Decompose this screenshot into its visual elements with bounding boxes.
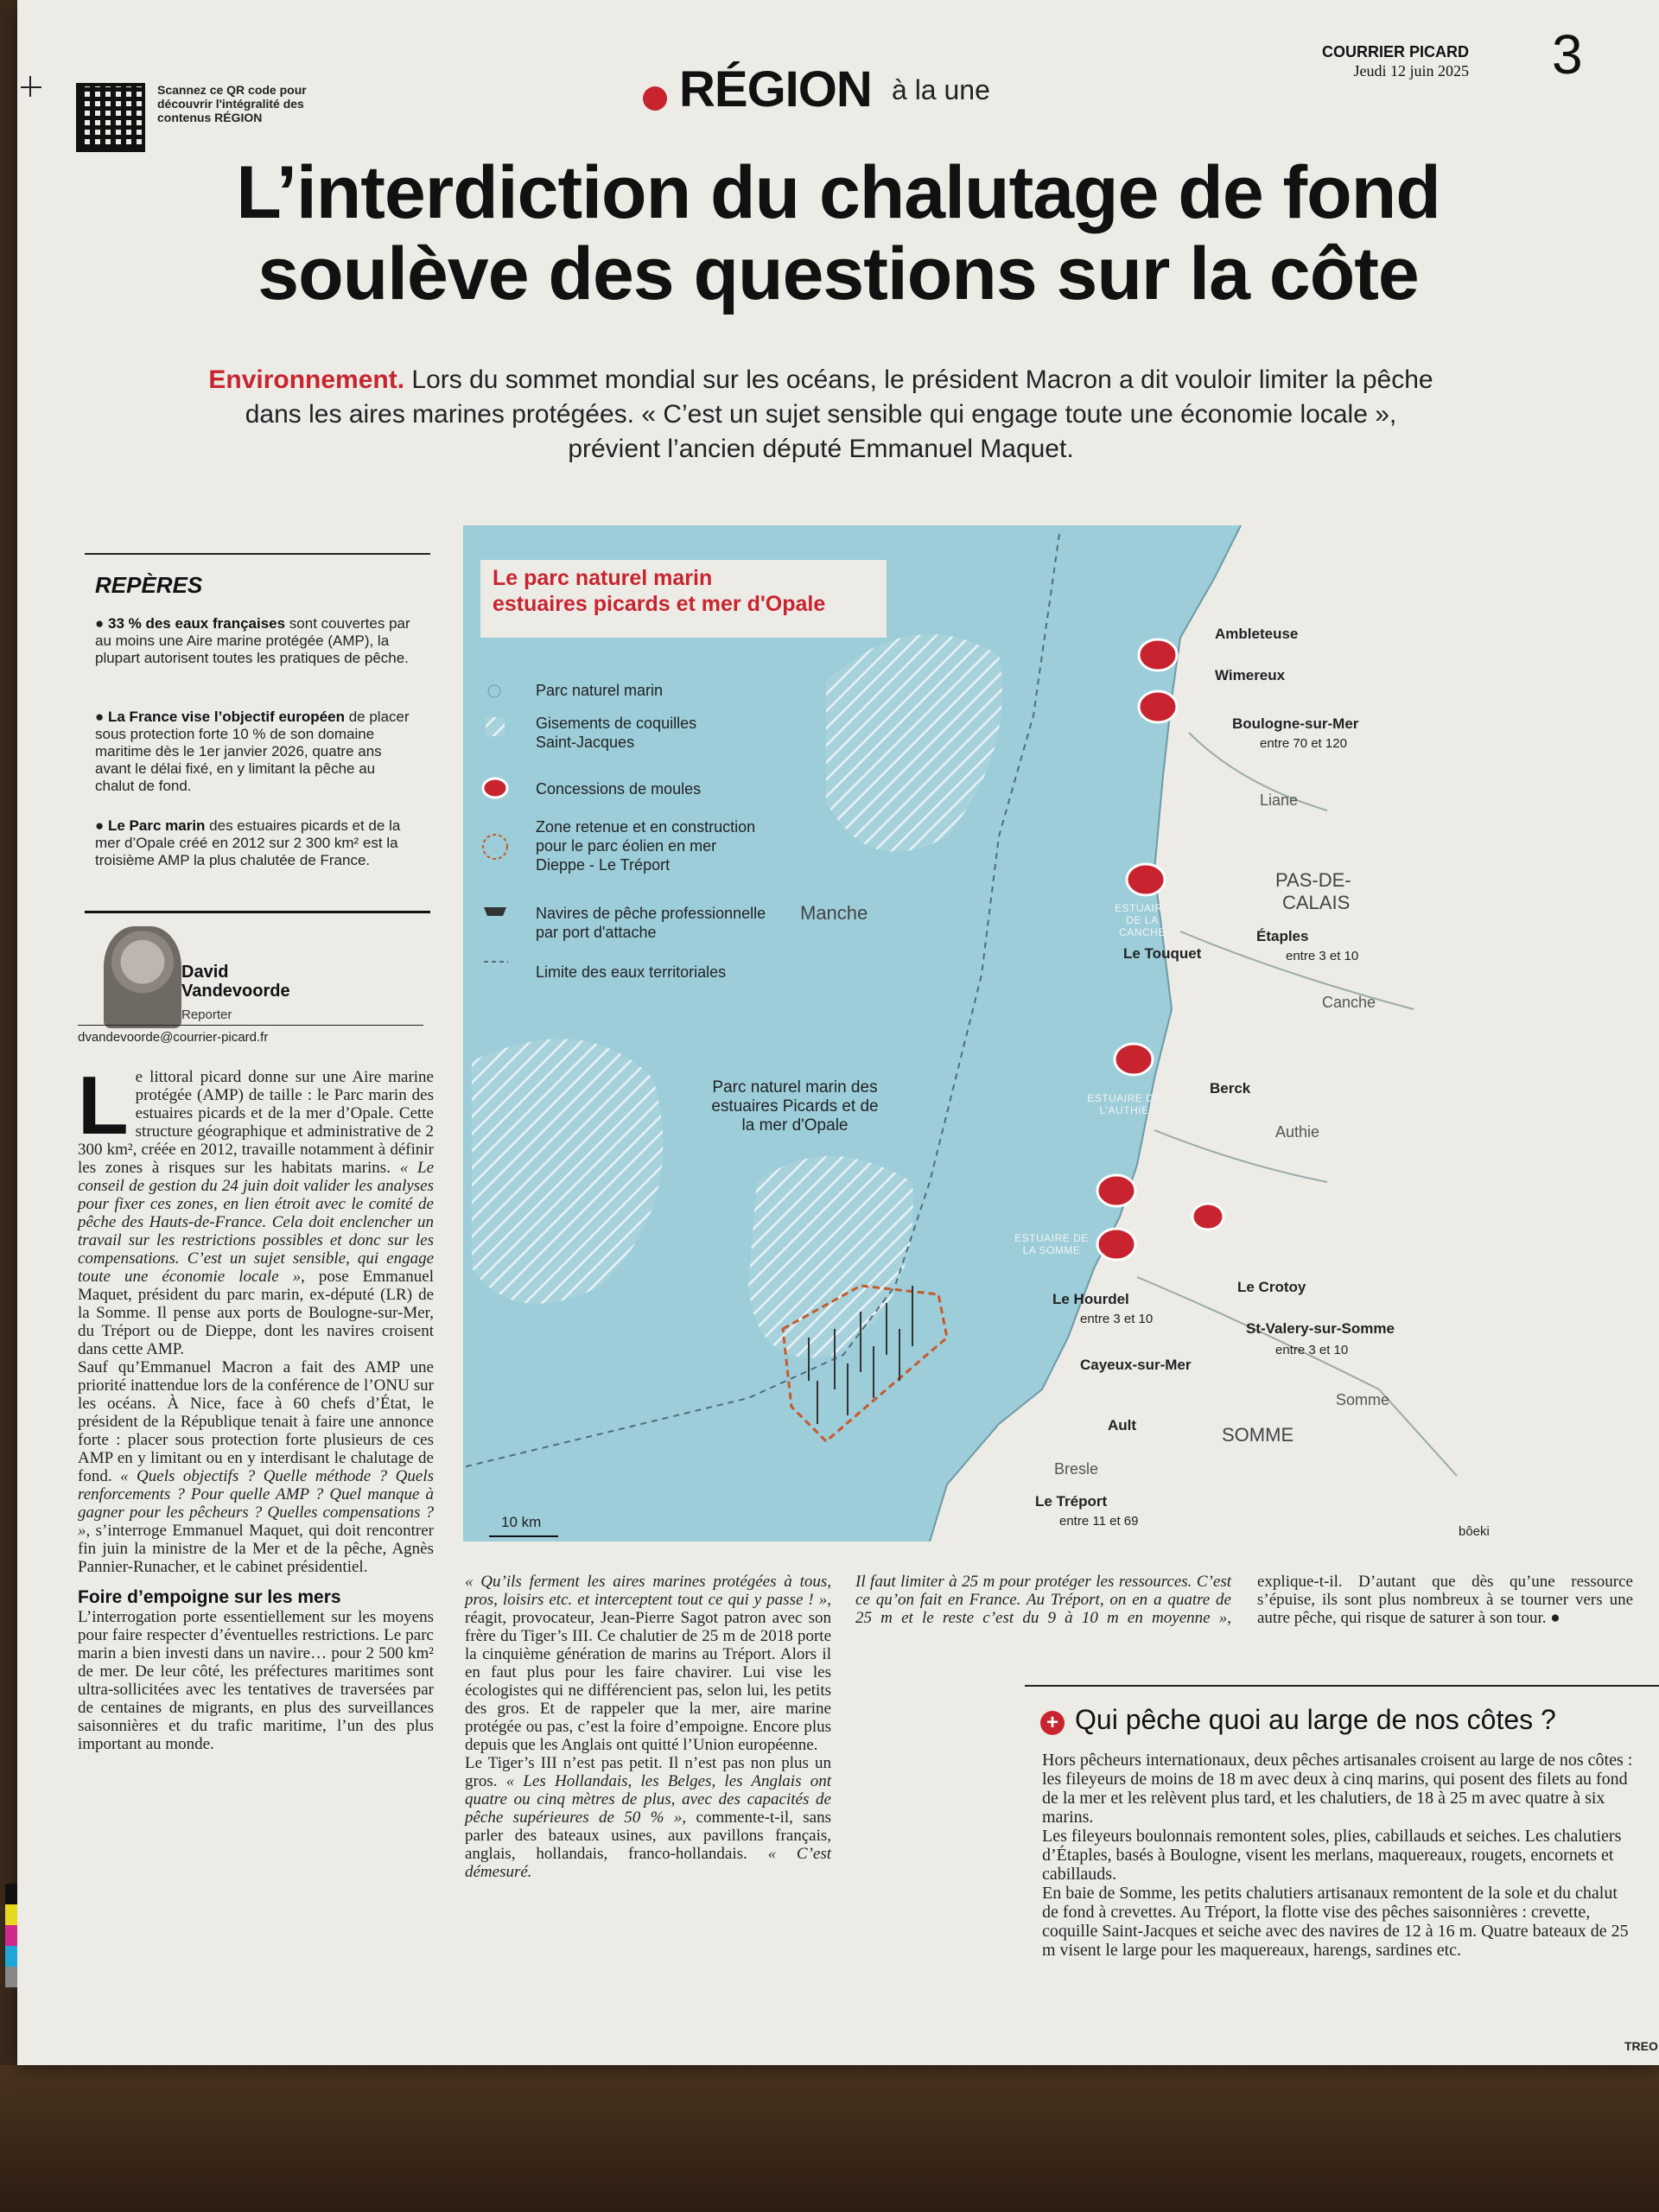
paragraph-c2-2 [465,1754,831,1881]
river-label-authie: Authie [1275,1123,1320,1141]
river-label-canche: Canche [1322,994,1376,1011]
author-role: Reporter [181,1007,232,1022]
paragraph: Le Tiger’s III n’est pas petit. Il n’est pas non plus un gros. [465,1754,831,1790]
town-cayeux: Cayeux-sur-Mer [1080,1357,1192,1373]
mussel-icon [483,779,507,798]
boat-icon [484,907,506,916]
headline-line-2: soulève des questions sur la côte [257,232,1419,315]
reperes-item-text: de placer sous protection forte 10 % de son domaine maritime dès le 1er janvier 2026, quatre ans avant le délai fixé, en y limitant la pêche au chalut de fond. [95,709,410,794]
paragraph-2 [78,1358,434,1576]
lede-text: Lors du sommet mondial sur les océans, le président Macron a dit vouloir limiter la pêche dans les aires marines protégées. « C’est un sujet sensible qui engage toute une économie locale », prévient l’ancien député Emmanuel Maquet. [245,365,1433,463]
sidebox-paragraph: Les fileyeurs boulonnais remontent soles, plies, cabillauds et seiches. Les chalutiers d’Étaples, basés à Boulogne, visent les merlans, maquereaux, rougets, encornets et cabillauds. [1042,1827,1622,1884]
scale-label: 10 km [501,1514,542,1530]
quote: « Quels objectifs ? Quelle méthode ? Quels renforcements ? Pour quelle AMP ? Quel manque à gagner pour les pêcheurs ? Quelles compensations ? » [78,1467,434,1540]
reperes-item-text: sont couvertes par au moins une Aire marine protégée (AMP), la plupart autorisent toutes les pratiques de pêche. [95,615,410,666]
region-pdc-2: CALAIS [1282,892,1351,913]
section-dot-icon [643,86,667,111]
quote: « Les Hollandais, les Belges, les Anglais ont quatre ou cinq mètres de plus, avec des capacités de pêche supérieures de 50 % » [465,1772,831,1827]
paragraph: , explique-t-il. D’autant que dès qu’une ressource s’épuise, ils sont plus nombreux à se tourner vers une autre pêche, qui risque de saturer à son tour. ● [1227,1573,1633,1627]
table-surface [0,2065,1659,2212]
paragraph: , réagit, provocateur, Jean-Pierre Sagot patron avec son frère du Tiger’s III. Ce chalutier de 25 m de 2018 porte la cinquième génération de marins au Tréport. Alors il en faut plus pour les faire chavirer. Lui vise les écologistes qui ne différencient pas, selon lui, les petits des gros. Et de rappeler que la mer, aire marine protégée ou pas, c’est la foire d’empoigne. Encore plus depuis que les Anglais ont quitté l’Union européenne. [465,1591,831,1754]
etaples-boats: entre 3 et 10 [1286,949,1359,963]
paragraph: Sauf qu’Emmanuel Macron a fait des AMP une priorité inattendue lors de la conférence de l’ONU sur les océans. À Nice, face à 60 chefs d’État, le président de la République tenait à faire une annonce forte : placer sous protection forte plusieurs de ces AMP en y limitant ou en y interdisant le chalutage de fond. [78,1358,434,1485]
town-etaples: Étaples [1256,928,1309,944]
reperes-item-bold: 33 % des eaux françaises [108,615,286,632]
subhead: Foire d’empoigne sur les mers [78,1587,341,1607]
legend-scallops: Gisements de coquilles Saint-Jacques [536,715,697,751]
crop-mark [29,76,31,97]
legend-territorial: Limite des eaux territoriales [536,963,727,981]
legend-mussels: Concessions de moules [536,780,702,798]
map-credit: bôeki [1459,1524,1490,1539]
sidebox-rule [1025,1685,1659,1687]
le-treport-boats: entre 11 et 69 [1059,1514,1139,1529]
legend-park: Parc naturel marin [536,682,664,699]
lede [207,363,1434,467]
town-berck: Berck [1210,1080,1251,1096]
boulogne-boats: entre 70 et 120 [1260,736,1347,751]
paragraph: e littoral picard donne sur une Aire marine protégée (AMP) de taille : le Parc marin des estuaires picards et de la mer d’Opale. Cette structure géographique et administrative de 2 300 km², créée en 2012, travaille notamment à définir les zones à risques sur les habitats marins. [78,1068,434,1177]
reperes-rule [85,553,430,555]
article-column-1 [78,1059,435,1753]
publication-date: Jeudi 12 juin 2025 [1353,62,1469,79]
estuary-canche: ESTUAIRE DE LA CANCHE [1114,902,1170,938]
town-le-crotoy: Le Crotoy [1237,1279,1306,1295]
paragraph: , commente-t-il, sans parler des bateaux usines, aux pavillons français, anglais, hollandais, franco-hollandais. [465,1808,831,1863]
legend-boats: Navires de pêche professionnelle par port d'attache [536,905,766,941]
reperes-item: ● La France vise l’objectif européen de placer sous protection forte 10 % de son domaine maritime dès le 1er janvier 2026, quatre ans avant le délai fixé, en y limitant la pêche au chalut de fond. [95,709,410,794]
quote: « Le conseil de gestion du 24 juin doit valider les analyses pour fixer ces zones, en lien étroit avec le comité de pêche des Hauts-de-France. Cela doit enclencher un travail sur les restrictions possibles et donc sur les compensations. C’est un sujet sensible, qui engage toute une économie locale » [78,1159,435,1286]
town-ambleteuse: Ambleteuse [1215,626,1299,642]
river-label-somme: Somme [1336,1391,1390,1408]
footer-treo: TREO [1624,2039,1658,2053]
author-last-name: Vandevoorde [181,982,290,1001]
paragraph: L’interrogation porte essentiellement sur les moyens pour faire respecter d’éventuelles restrictions. Le parc marin a bien investi dans un navire… pour 2 500 km² de mer. De leur côté, les préfectures maritimes sont ultra-sollicitées avec les tentatives de traversées par de centaines de migrants, en plus des surveillances saisonnières et du trafic maritime, l’un des plus important au monde. [78,1608,434,1753]
hatch-icon [486,717,505,736]
reperes-item: ● 33 % des eaux françaises sont couvertes par au moins une Aire marine protégée (AMP), la plupart autorisent toutes les pratiques de pêche. [95,615,410,666]
color-calibration-bar [5,1884,17,1987]
author-email[interactable]: dvandevoorde@courrier-picard.fr [78,1030,269,1045]
quote: Il faut limiter à 25 m pour protéger les ressources. C’est ce qu’on fait en France. Au Tréport, on en a quatre de 25 m et le reste c’est du 9 à 10 m en moyenne » [855,1573,1231,1627]
map-title-line-1: Le parc naturel marin [493,566,713,590]
river-label-liane: Liane [1260,791,1299,809]
headline-line-1: L’interdiction du chalutage de fond [236,151,1440,234]
dropcap: L [78,1059,129,1152]
estuary-somme: ESTUAIRE DE LA SOMME [1014,1232,1089,1256]
section-title: RÉGION [679,61,872,118]
town-st-valery: St-Valery-sur-Somme [1246,1320,1395,1337]
town-le-treport: Le Tréport [1035,1493,1108,1510]
article-column-2 [465,1573,831,1881]
region-somme: SOMME [1222,1424,1294,1446]
map-title-line-2: estuaires picards et mer d'Opale [493,592,826,616]
sidebox-paragraph: Hors pêcheurs internationaux, deux pêches artisanales croisent au large de nos côtes : les fileyeurs de moins de 18 m avec deux à cinq marins, qui posent des filets au fond de la mer et les relèvent plus tard, et les chalutiers, de 18 à 25 m avec quatre à six marins. [1042,1751,1633,1827]
legend-windfarm: Zone retenue et en construction pour le parc éolien en mer Dieppe - Le Tréport [536,818,756,874]
page-number: 3 [1552,23,1583,86]
town-le-hourdel: Le Hourdel [1052,1291,1129,1307]
article-column-3 [855,1573,1633,1668]
sidebox-title: Qui pêche quoi au large de nos côtes ? [1075,1704,1556,1735]
map [463,525,1474,1541]
sidebox-paragraph: En baie de Somme, les petits chalutiers artisanaux remontent de la sole et du chalut de fond à crevettes. Au Tréport, la flotte vise des pêches saisonnières : crevette, coquille Saint-Jacques et seiche avec des navires de 12 à 16 m. Quatre bateaux de 25 m visent le large pour les maquereaux, harengs, sardines etc. [1042,1884,1629,1960]
author-divider [78,1025,423,1026]
reperes-item-bold: Le Parc marin [108,817,206,834]
author-avatar [104,926,181,1028]
map-title [480,560,887,638]
quote: « C’est démesuré. [465,1845,832,1881]
river-label-bresle: Bresle [1054,1460,1099,1478]
reperes-item: ● Le Parc marin des estuaires picards et de la mer d’Opale créé en 2012 sur 2 300 km² est la troisième AMP la plus chalutée de France. [95,817,401,868]
paragraph: , s’interroge Emmanuel Maquet, qui doit rencontrer fin juin la ministre de la Mer et de la pêche, Agnès Pannier-Runacher, et le cabinet présidentiel. [78,1522,434,1576]
town-ault: Ault [1108,1417,1137,1433]
section-subtitle: à la une [892,74,990,105]
qr-caption: Scannez ce QR code pour découvrir l'intégralité des contenus RÉGION [157,83,307,124]
reperes-item-bold: La France vise l’objectif européen [108,709,345,725]
st-valery-boats: entre 3 et 10 [1275,1343,1349,1357]
author-rule [85,911,430,913]
park-dot-icon [488,685,500,697]
town-wimereux: Wimereux [1215,667,1286,683]
paragraph: , pose Emmanuel Maquet, président du parc marin, ex-député (LR) de la Somme. Il pense aux ports de Boulogne-sur-Mer, du Tréport ou de Dieppe, dont les navires croisent dans cette AMP. [78,1268,434,1358]
qr-code[interactable] [76,83,145,152]
crop-mark [21,86,41,88]
town-le-touquet: Le Touquet [1123,945,1202,962]
lede-kicker: Environnement. [208,365,405,394]
author-name [181,963,290,1001]
town-boulogne: Boulogne-sur-Mer [1232,715,1359,732]
reperes-item-text: des estuaires picards et de la mer d’Opale créé en 2012 sur 2 300 km² est la troisième AMP la plus chalutée de France. [95,817,401,868]
quote: « Qu’ils ferment les aires marines protégées à tous, pros, loisirs etc. et interceptent tout ce qui y passe ! » [465,1573,831,1609]
reperes-title: REPÈRES [95,572,203,598]
headline [60,152,1616,315]
sidebox-text [1042,1751,1633,1960]
estuary-authie: ESTUAIRE DE L'AUTHIE [1087,1092,1161,1116]
le-hourdel-boats: entre 3 et 10 [1080,1312,1154,1326]
park-label: Parc naturel marin des estuaires Picards et de la mer d'Opale [711,1078,879,1135]
publication-name: COURRIER PICARD [1321,43,1469,60]
region-pdc-1: PAS-DE- [1275,869,1351,891]
sea-label: Manche [800,902,868,924]
plus-icon: + [1040,1711,1065,1735]
author-first-name: David [181,963,229,982]
